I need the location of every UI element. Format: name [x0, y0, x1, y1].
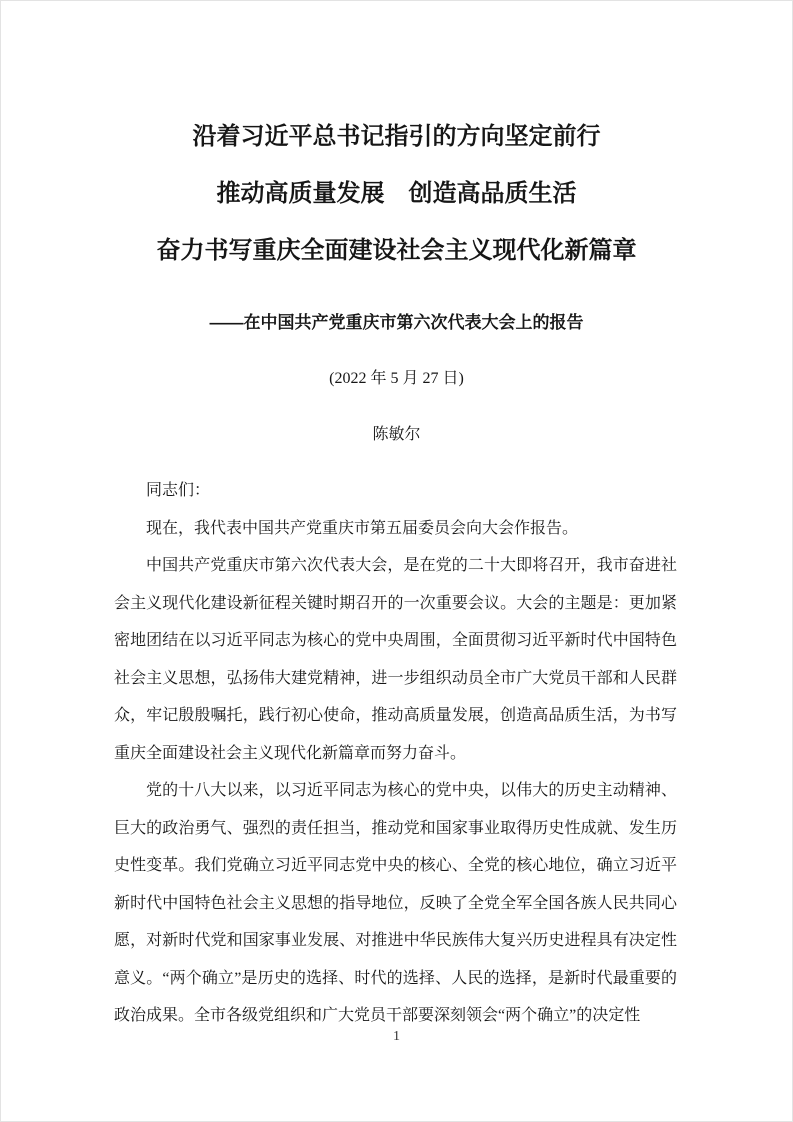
document-subtitle: ——在中国共产党重庆市第六次代表大会上的报告	[209, 313, 584, 333]
paragraph-2: 中国共产党重庆市第六次代表大会，是在党的二十大即将召开，我市奋进社会主义现代化建设新征程关键时期召开的一次重要会议。大会的主题是：更加紧密地团结在以习近平同志为核心的党中央周围，全面贯彻习近平新时代中国特色社会主义思想，弘扬伟大建党精神，进一步组织动员全市广大党员干部和人民群众，牢记殷殷嘱托，践行初心使命，推动高质量发展，创造高品质生活，为书写重庆全面建设社会主义现代化新篇章而努力奋斗。	[114, 557, 677, 762]
paragraph-3: 党的十八大以来，以习近平同志为核心的党中央，以伟大的历史主动精神、巨大的政治勇气、强烈的责任担当，推动党和国家事业取得历史性成就、发生历史性变革。我们党确立习近平同志党中央的核心、全党的核心地位，确立习近平新时代中国特色社会主义思想的指导地位，反映了全党全军全国各族人民共同心愿，对新时代党和国家事业发展、对推进中华民族伟大复兴历史进程具有决定性意义。“两个确立”是历史的选择、时代的选择、人民的选择，是新时代最重要的政治成果。全市各级党组织和广大党员干部要深刻领会“两个确立”的决定性	[114, 782, 677, 1025]
document-title	[1, 108, 792, 279]
paragraph-1: 现在，我代表中国共产党重庆市第五届委员会向大会作报告。	[146, 519, 579, 537]
page-number: 1	[393, 1029, 400, 1044]
document-author: 陈敏尔	[372, 426, 421, 444]
paragraph-salutation: 同志们：	[146, 482, 211, 500]
title-line-3: 奋力书写重庆全面建设社会主义现代化新篇章	[156, 237, 637, 264]
document-body	[114, 472, 677, 1035]
title-line-1: 沿着习近平总书记指引的方向坚定前行	[192, 123, 601, 150]
title-line-2: 推动高质量发展 创造高品质生活	[216, 180, 577, 207]
document-date: (2022 年 5 月 27 日)	[329, 370, 464, 388]
